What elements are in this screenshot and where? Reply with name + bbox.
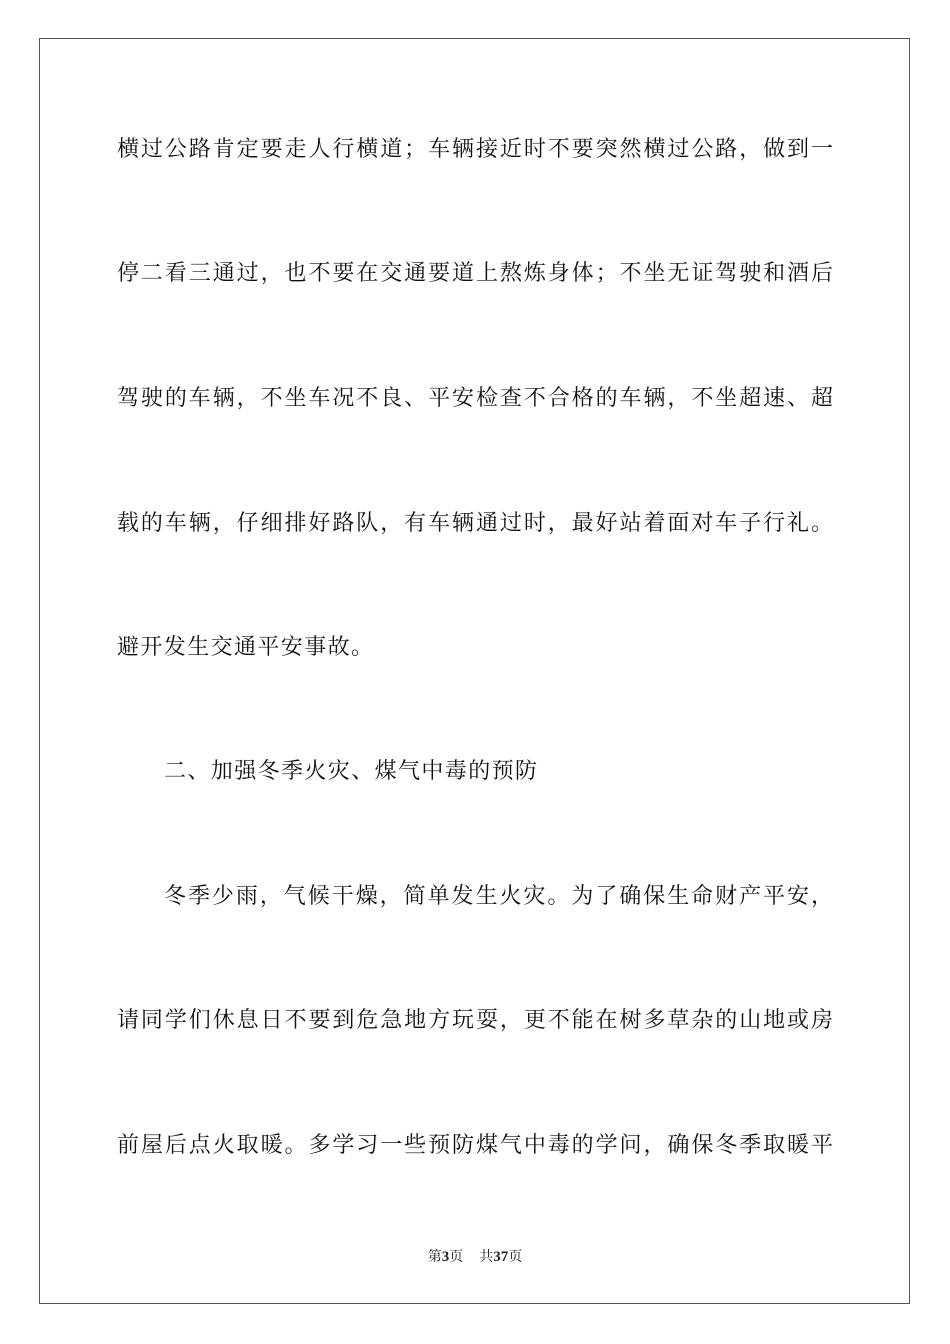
paragraph-line-1: 横过公路肯定要走人行横道；车辆接近时不要突然横过公路，做到一 bbox=[117, 137, 833, 162]
total-prefix: 共 bbox=[479, 1249, 494, 1265]
paragraph-line-4: 载的车辆，仔细排好路队，有车辆通过时，最好站着面对车子行礼。 bbox=[117, 511, 833, 536]
total-unit: 页 bbox=[508, 1249, 523, 1265]
paragraph-line-3: 驾驶的车辆，不坐车况不良、平安检查不合格的车辆，不坐超速、超 bbox=[117, 386, 833, 411]
paragraph-line-2: 停二看三通过，也不要在交通要道上熬炼身体；不坐无证驾驶和酒后 bbox=[117, 261, 833, 286]
section-heading: 二、加强冬季火灾、煤气中毒的预防 bbox=[164, 759, 539, 784]
paragraph-line-5: 避开发生交通平安事故。 bbox=[117, 635, 375, 660]
paragraph-line-8: 前屋后点火取暖。多学习一些预防煤气中毒的学问，确保冬季取暖平 bbox=[117, 1133, 833, 1158]
page-footer bbox=[0, 1247, 950, 1267]
page-unit: 页 bbox=[449, 1249, 464, 1265]
page-border bbox=[39, 38, 910, 1304]
page-prefix: 第 bbox=[427, 1249, 442, 1265]
paragraph-line-6: 冬季少雨，气候干燥，简单发生火灾。为了确保生命财产平安， bbox=[164, 884, 833, 909]
paragraph-line-7: 请同学们休息日不要到危急地方玩耍，更不能在树多草杂的山地或房 bbox=[117, 1008, 833, 1033]
total-pages: 37 bbox=[493, 1249, 509, 1265]
page-number: 3 bbox=[441, 1249, 450, 1265]
